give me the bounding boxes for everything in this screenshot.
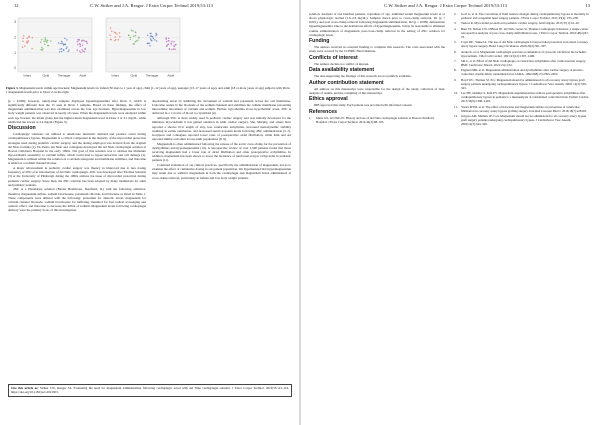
data-point: [44, 37, 46, 39]
section-heading-funding: Funding: [309, 38, 330, 45]
reference-text: England MR, et al. Magnesium administration and dysrhythmias after cardiac surgery. A placebo-controlled, double-blind, randomized trial. JAMA. 1992;268(17):2395–2402.: [461, 68, 584, 77]
data-point: [40, 49, 42, 51]
data-point: [129, 38, 131, 40]
data-point: [135, 41, 137, 43]
data-point: [147, 35, 149, 37]
data-point: [32, 37, 34, 39]
y-tick-label: 1: [14, 50, 16, 55]
reference-number: 8.: [454, 68, 457, 73]
data-point: [45, 39, 47, 41]
data-point: [132, 30, 134, 32]
plot-panel: [18, 18, 92, 72]
right-page-col-1: [309, 12, 445, 125]
reference-item: [454, 105, 592, 113]
data-point: [156, 40, 158, 42]
data-point: [173, 41, 175, 43]
running-title: C.W. Striker and J.A. Reagor. J Extra Corpor Technol 2019;53:113: [90, 3, 213, 8]
section-heading-author-contribution: Author contribution statement: [309, 79, 384, 86]
reference-item: [454, 27, 592, 39]
reference-text: Lee HY, Ghimire S, Kim EY. Magnesium supplementation reduces postoperative arrhythmias after cardiopulmonary bypass in pediatrics: a metaanalysis of randomized controlled trials. Pediatr Cardiol. 2013;34(6):1396–1403.: [461, 91, 590, 104]
data-point: [135, 32, 137, 34]
data-point: [118, 39, 120, 41]
reference-text: Yazici MTM, et al. The effect of lidocaine and magnesium sulfate on prevention of ventricular fibrillation in coronary artery bypass grafting surgery. Iran Red Crescent Med J. 2016;18(7):e28165.: [461, 104, 587, 113]
data-point: [171, 49, 173, 51]
data-point: [168, 43, 170, 45]
data-point: [169, 48, 171, 50]
figure-caption: [6, 86, 290, 94]
reference-item: [454, 12, 592, 20]
data-point: [23, 35, 25, 37]
data-point: [133, 35, 135, 37]
cite-label: Cite this article as:: [11, 386, 39, 390]
data-point: [115, 32, 117, 34]
discussion-heading: Discussion: [8, 125, 36, 132]
discussion-paragraph: depolarizing arrest by inhibiting the movement of sodium and potassium across the cell membrane. Lidocaine assists in the blockade of the sodium channels and stabilizes the cellular membrane preventing intracellular movement of calcium and sodium. Further, hypothermia slows hypothermic arrest. dNC is delivered in a 1:4 ratio of blood to crystalloid (4).: [152, 99, 291, 116]
reference-item: [454, 78, 592, 90]
x-tick-label: Infant: [23, 73, 32, 78]
data-point: [82, 50, 84, 52]
data-point: [64, 38, 66, 40]
data-point: [109, 35, 111, 37]
reference-number: 1.: [309, 115, 312, 120]
x-tick-label: Teenager: [57, 73, 71, 78]
data-point: [27, 41, 29, 43]
section-heading-data-availability: Data availability statement: [309, 67, 375, 74]
x-tick-label: Adult: [79, 73, 87, 78]
data-point: [154, 39, 156, 41]
data-point: [152, 36, 154, 38]
caption-text: Magnesium levels within age brackets: Magnesium levels for infant (30 days to 1 year of age), child (1–12 years of age), teenager (13–17 years of age), and adult (18 or more years of age) subjects with Draw 1 magnesium levels prior to Draw 2 on the right.: [6, 86, 290, 95]
page-number: 13: [585, 3, 590, 8]
section-text-author-contribution: All authors on this manuscript were responsible for the design of the study, collection of data, analysis of results, and the compiling of this manuscript.: [309, 86, 445, 95]
data-point: [63, 43, 65, 45]
data-point: [155, 33, 157, 35]
data-point: [66, 48, 68, 50]
results-paragraph: (p = 0.009); however, ninety-nine samples displayed hypermagnesemia after Draw 2, which is significantly different than the 15 seen in Draw 1 samples. Based on these findings, the effect of magnesium administration was also examined across the four age brackets. Hypermagnesemia in low body weight patients was observed in nearly all cases. When the magnesium levels were analyzed within each age bracket, the infant group had the highest mean magnesium level in Draw 2 at 3.1 mg/dL, while adults had the lowest at 2.4 mg/dL (Figure 3).: [8, 99, 146, 124]
running-header-left: [14, 3, 289, 11]
data-point: [66, 39, 68, 41]
data-point: [110, 27, 112, 29]
reference-text: Turkoz R. Myocardial protection in pediatric cardiac surgery. Artif Organs. 2013;37(1):16–20.: [461, 21, 580, 26]
data-point: [77, 41, 79, 43]
data-point: [174, 49, 176, 51]
reference-text: Boyd WC, Thomas SJ. Pro: Magnesium should be administered to all coronary artery bypass graft surgery patients undergoing cardiopulmonary bypass. J Cardiothorac Vasc Anesth. 2000; 14(3):339–343.: [461, 77, 588, 90]
references-heading: References: [309, 108, 337, 115]
references-list-col2: [454, 12, 592, 126]
x-tick-label: Child: [42, 73, 50, 78]
data-point: [165, 37, 167, 39]
data-point: [166, 41, 168, 43]
data-point: [79, 44, 81, 46]
reference-text: Cayir MC, Yuksel A. The use of del Nido cardioplegia for myocardial protection in isolated coronary artery bypass surgery. Heart Lung Circulation. 2020;29(2):301–307.: [461, 40, 588, 49]
running-title: C.W. Striker and J.A. Reagor. J Extra Corpor Technol 2019;53:113: [384, 3, 507, 8]
reference-text: Govi G, et al. The correlation of fluid balance changes during cardiopulmonary bypass to mortality in pediatric and congenital heart surgery patients. J Extra Corpor Technol. 2011;43(4): 235–238.: [461, 12, 589, 20]
page-number: 12: [14, 3, 19, 8]
data-point: [110, 39, 112, 41]
data-point: [79, 50, 81, 52]
data-point: [83, 40, 85, 42]
data-point: [43, 41, 45, 43]
reference-item: [454, 50, 592, 58]
discussion-paragraph: A major advancement in pediatric cardiac surgery was fluency in improved due to less dosing frequency of dNC over introduction of del Nido cardioplegia. dNC was developed after Thomas Solution (3) at the University of Pittsburgh during the 1960s address the issue of myocardial protection during pediatric cardiac surgery. Since then, the dNC solution has been adopted by many institutions for adult and pediatric patients.: [8, 166, 146, 187]
data-point: [86, 42, 88, 44]
data-point: [28, 36, 30, 38]
data-point: [47, 40, 49, 42]
data-point: [26, 38, 28, 40]
data-point: [68, 49, 70, 51]
data-point: [77, 49, 79, 51]
data-point: [80, 52, 82, 54]
data-point: [130, 37, 132, 39]
data-point: [66, 46, 68, 48]
data-point: [111, 31, 113, 33]
data-point: [170, 43, 172, 45]
x-tick-label: Adult: [167, 73, 175, 78]
data-point: [150, 38, 152, 40]
reference-number: 7.: [454, 58, 457, 63]
discussion-paragraph: Although dNC is most widely used in pediatric cardiac surgery and was initially developed for the immature myocardium, it has gained attention in adult cardiac surgery. She, Murphy, and others have reported a shorter ICU length of stay, less ventricular arrhythmia, increased hemodynamic stability resulting in earlier extubation, and decreased serum troponin levels following dNC administration (5–7). Gorjipour and colleagues reported lower rates of postoperative atrial fibrillation, while Kim and Ad reported similar outcomes across adult populations (8, 9).: [152, 116, 291, 141]
y-tick-label: 0: [14, 66, 16, 71]
data-point: [114, 40, 116, 42]
data-point: [31, 48, 33, 50]
page-12: [0, 0, 299, 425]
data-point: [84, 51, 86, 53]
y-tick-label: 2: [14, 35, 16, 40]
right-page-col-2: [454, 12, 592, 127]
plot-panel: [106, 18, 180, 72]
data-point: [135, 35, 137, 37]
data-point: [133, 43, 135, 45]
reference-number: 11.: [454, 104, 458, 109]
data-point: [81, 49, 83, 51]
dotplot-svg: [6, 12, 186, 86]
data-point: [46, 41, 48, 43]
data-point: [85, 41, 87, 43]
x-tick-label: Infant: [111, 73, 120, 78]
data-point: [149, 45, 151, 47]
data-point: [168, 40, 170, 42]
section-text-data-availability: The data supporting the findings of this research are not publicly available.: [314, 74, 412, 79]
cite-text: Striker CW, Reagor JA. Evaluating the need for magnesium administration following cardioplegic arrest with del Nido cardioplegia solution. J Extra Corpor Technol. 2019;53:113–119. https://doi.org/10.1182/ject-2021653.: [11, 386, 289, 394]
data-point: [42, 48, 44, 50]
data-point: [24, 45, 26, 47]
reference-number: 5.: [454, 40, 457, 45]
data-point: [40, 42, 42, 44]
data-point: [168, 37, 170, 39]
data-point: [128, 35, 129, 37]
discussion-paragraph: Magnesium is often administered following the release of the aortic cross-clamp for the prevention of dysrhythmias and hypomagnesemia (10). A retrospective review of over 1,500 patients found that those receiving magnesium had a lower rate of atrial fibrillation and other postoperative arrhythmias. In addition, magnesium has been shown to lower the incidence of junctional ectopic tachycardia in pediatric patients (11).: [152, 141, 291, 163]
reference-item: [454, 40, 592, 48]
data-point: [63, 49, 64, 51]
section-text-funding: The authors received no external funding to complete this research. The costs associated with the study were covered by the CCHMC Heart Institute.: [309, 45, 445, 54]
data-point: [22, 47, 24, 49]
discussion-paragraph: Cardioplegic solutions are utilized to ameliorate metabolic demand and produce arrest during cardiopulmonary bypass. Magnesium is a critical component in the majority of the myocardial protection strategies used during pediatric cardiac surgery, and the dosing employed was derived from the original del Nido formula (1). Dr. Pedro del Nido and colleagues developed the del Nido cardioplegia solution at Boston Children's Hospital in the early 1990s. The goal of this solution was to address the immature myocardium's sensitivity to calcium influx, which could lead to hypercontraction and cell damage (2). Magnesium is utilized within the solution as a calcium antagonist and membrane stabilizer, and lidocaine is added as a sodium channel blocker.: [8, 132, 146, 166]
reference-text: Buel ST, Striker CW, O'Brien JE. del Nido versus St. Thomas Cardioplegia Solutions: a single-center retrospective analysis of post cross-clamp defibrillation rates. J Extra Corpor Technol. 2016;48(2):67–70.: [461, 26, 590, 39]
data-point: [175, 44, 177, 46]
reference-number: 12.: [454, 113, 458, 118]
section-text-conflicts: The authors declare no conflict of interest.: [314, 61, 370, 66]
y-tick-label: 3: [14, 20, 16, 25]
data-point: [77, 44, 79, 46]
discussion-paragraph: dNC is a Plasmalyte solution (Baxter Healthcare, Deerfield, IL) with the following additives: mannitol, magnesium sulfate, sodium bicarbonate, potassium chloride, and lidocaine as listed in Table 1. These components were utilized with the following: potassium for diastolic arrest, magnesium for calcium channel blockade, sodium bicarbonate for buffering, mannitol for free radical scavenging and osmotic effect, and lidocaine to decrease the influx of sodium. Magnesium levels following cardioplegia delivery were the primary focus of this investigation.: [8, 187, 146, 213]
data-point: [60, 43, 62, 45]
reference-text: Matte GS, del Nido PJ. History and use of del Nido cardioplegia solution at Boston Children's Hospital. J Extra Corpor Technol. 2012;44(3):98–103.: [316, 115, 435, 124]
data-point: [22, 38, 24, 40]
data-point: [59, 48, 61, 50]
data-point: [150, 35, 152, 37]
left-page-col-2: [152, 99, 291, 180]
cite-this-article-box: [8, 384, 292, 397]
caption-label: Figure 3.: [6, 86, 19, 90]
data-point: [61, 51, 63, 53]
section-heading-conflicts: Conflicts of interest: [309, 55, 358, 61]
data-point: [138, 36, 140, 38]
data-point: [171, 41, 173, 43]
reference-item: [454, 21, 592, 25]
references-list-col1: [309, 116, 445, 124]
data-point: [82, 45, 84, 47]
data-point: [26, 41, 28, 43]
data-point: [119, 32, 121, 34]
data-point: [67, 51, 69, 53]
reference-item: [454, 114, 592, 126]
left-page-col-1: [8, 99, 146, 213]
reference-item: [454, 91, 592, 103]
reference-number: 6.: [454, 49, 457, 54]
data-point: [41, 47, 43, 49]
data-point: [61, 41, 63, 43]
reference-item: [454, 68, 592, 76]
data-point: [78, 39, 80, 41]
data-point: [84, 48, 86, 50]
x-tick-label: Teenager: [145, 73, 159, 78]
data-point: [174, 46, 176, 48]
section-text-ethics: IRB approved this study. Each patient was provided with informed consent.: [314, 103, 413, 108]
reference-item: [309, 116, 445, 124]
figure-3-magnesium-dotplot: [6, 12, 186, 90]
data-point: [166, 45, 168, 47]
data-point: [119, 36, 121, 38]
data-point: [64, 44, 66, 46]
section-heading-ethics: Ethics approval: [309, 96, 348, 103]
data-point: [81, 40, 83, 42]
reference-number: 2.: [454, 12, 457, 16]
reference-text: Araka K, et al. Magnesium cardioplegia prevents accumulation of cytosolic calcium in the ischemic myocardium. J Mol Cell Cardiol. 1991;23(12):1397–1406.: [461, 49, 587, 58]
data-point: [147, 42, 149, 44]
reference-number: 3.: [454, 21, 457, 26]
data-point: [80, 46, 82, 48]
data-point: [61, 48, 63, 50]
data-point: [50, 40, 52, 42]
data-point: [59, 51, 61, 53]
reference-item: [454, 59, 592, 67]
data-point: [137, 39, 139, 41]
discussion-paragraph: Continual evaluation of our clinical practices, specifically the administration of magnesium, led us to examine the effect of cumulative dosing in our patient population. We hypothesized that hypermagnesemia may result due to additive magnesium in both the cardioplegia and magnesium bolus administered at cross-clamp removal, particularly in infants and low body weight patients.: [152, 163, 291, 180]
data-point: [114, 36, 116, 38]
x-tick-label: Child: [130, 73, 138, 78]
data-point: [136, 40, 138, 42]
data-point: [173, 48, 175, 50]
data-point: [44, 43, 46, 45]
reference-number: 4.: [454, 26, 457, 31]
data-point: [151, 40, 153, 42]
reference-text: Shi C, et al. Effect of del Nido cardioplegia on ventricular arrhythmias after cardiovascular surgery. BMC Cardiovasc Disord. 2021;21(1):32.: [461, 58, 586, 67]
conclusion-paragraph: solution. Analysis of one hundred patients, regardless of age, exhibited serum magnesium levels at or above physiologic normal (1.6–2.6 mg/dL). Samples drawn prior to cross-clamp removal, D1 (p < 0.001), and post cross-clamp removal following magnesium administration, D2 (p = 0.009) demonstrate hypermagnesemia. Due to the deleterious effects of hypermagnesemia, it may be reasonable to eliminate routine administration of magnesium post-cross-clamp removal in the setting of dNC solution for cardioplegic arrest.: [309, 12, 445, 37]
data-point: [153, 38, 155, 40]
data-point: [150, 33, 152, 35]
data-point: [47, 45, 49, 47]
data-point: [41, 39, 43, 41]
data-point: [22, 40, 24, 42]
running-header-right: [315, 3, 590, 11]
reference-text: Grigore AM, Mathew JP. Con: Magnesium should not be administered to all coronary artery bypass graft surgery patients undergoing cardiopulmonary bypass. J Cardiothorac Vasc Anesth. 2000;14(3):344–346.: [461, 113, 587, 126]
data-point: [131, 30, 133, 32]
data-point: [58, 42, 60, 44]
reference-number: 10.: [454, 91, 458, 96]
data-point: [116, 33, 118, 35]
reference-number: 9.: [454, 77, 457, 82]
page-13: [301, 0, 600, 425]
